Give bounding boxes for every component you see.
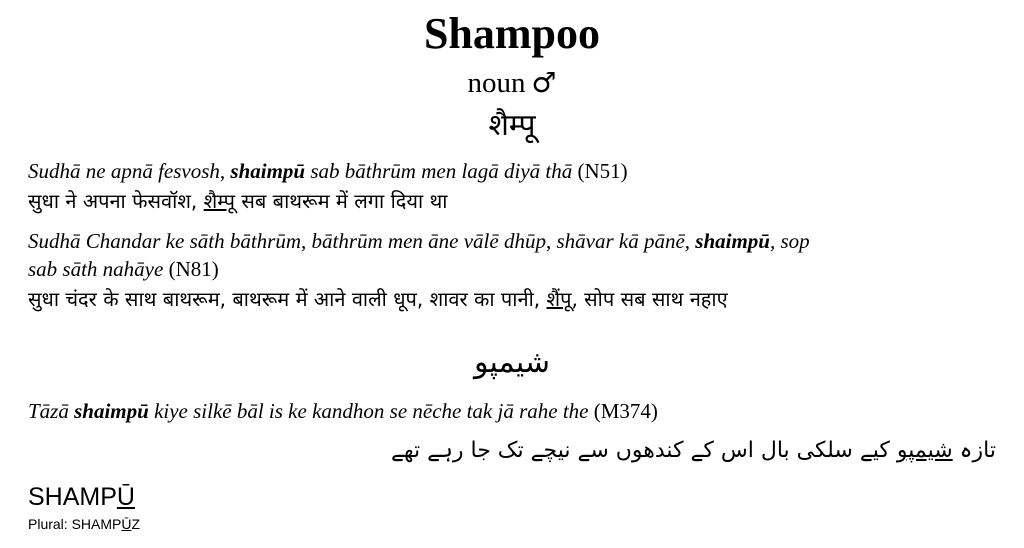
- example-2-transliteration-continued: [28, 256, 219, 282]
- example-keyword: shaimpū: [230, 159, 306, 183]
- example-keyword: shaimpū: [695, 229, 770, 253]
- romanization-text: SHAMP: [28, 483, 117, 511]
- example-reference: (N51): [572, 159, 628, 183]
- example-2-devanagari: [28, 285, 728, 313]
- example-3-transliteration: [28, 398, 658, 424]
- example-keyword: shaimpū: [74, 399, 149, 423]
- example-2-transliteration: [28, 228, 810, 254]
- example-text: کیے سلکی بال اس کے کندھوں سے نیچے تک جا رہے تھے: [390, 438, 897, 463]
- example-3-urdu: [391, 434, 996, 468]
- example-text: sab bāthrūm men lagā diyā thā: [305, 159, 573, 183]
- example-text: sab sāth nahāye: [28, 257, 164, 281]
- example-text: kiye silkē bāl is ke kandhon se nēche tak jā rahe the: [148, 399, 589, 423]
- plural-form: [28, 515, 140, 533]
- urdu-headword: شیمپو: [473, 345, 551, 380]
- example-reference: (N81): [163, 257, 219, 281]
- example-1-transliteration: [28, 158, 628, 184]
- example-keyword: शैंपू: [546, 287, 572, 311]
- example-text: सुधा चंदर के साथ बाथरूम, बाथरूम में आने वाली धूप, शावर का पानी,: [28, 287, 547, 311]
- example-text: , सोप सब साथ नहाए: [571, 287, 728, 311]
- example-text: , sop: [769, 229, 810, 253]
- example-text: Tāzā: [28, 399, 75, 423]
- romanization: [28, 482, 135, 512]
- part-of-speech-line: [0, 66, 1024, 100]
- plural-text: Plural: SHAMP: [28, 516, 122, 532]
- example-reference: (M374): [588, 399, 658, 423]
- male-gender-icon: ♂: [531, 66, 557, 99]
- example-text: सुधा ने अपना फेसवॉश,: [28, 189, 204, 213]
- example-text: Sudhā Chandar ke sāth bāthrūm, bāthrūm men āne vālē dhūp, shāvar kā pānē,: [28, 229, 696, 253]
- example-keyword: شیمپو: [896, 438, 953, 463]
- example-text: Sudhā ne apnā fesvosh,: [28, 159, 231, 183]
- romanization-vowel: Ū: [116, 483, 135, 511]
- plural-text: Z: [131, 516, 141, 532]
- example-text: تازہ: [952, 438, 996, 463]
- plural-vowel: Ū: [121, 516, 132, 532]
- part-of-speech: noun: [467, 67, 526, 99]
- headword: Shampoo: [423, 9, 601, 58]
- example-1-devanagari: [28, 187, 447, 215]
- example-keyword: शैम्पू: [203, 189, 235, 213]
- hindi-headword: शैम्पू: [488, 108, 536, 143]
- example-text: सब बाथरूम में लगा दिया था: [235, 189, 448, 213]
